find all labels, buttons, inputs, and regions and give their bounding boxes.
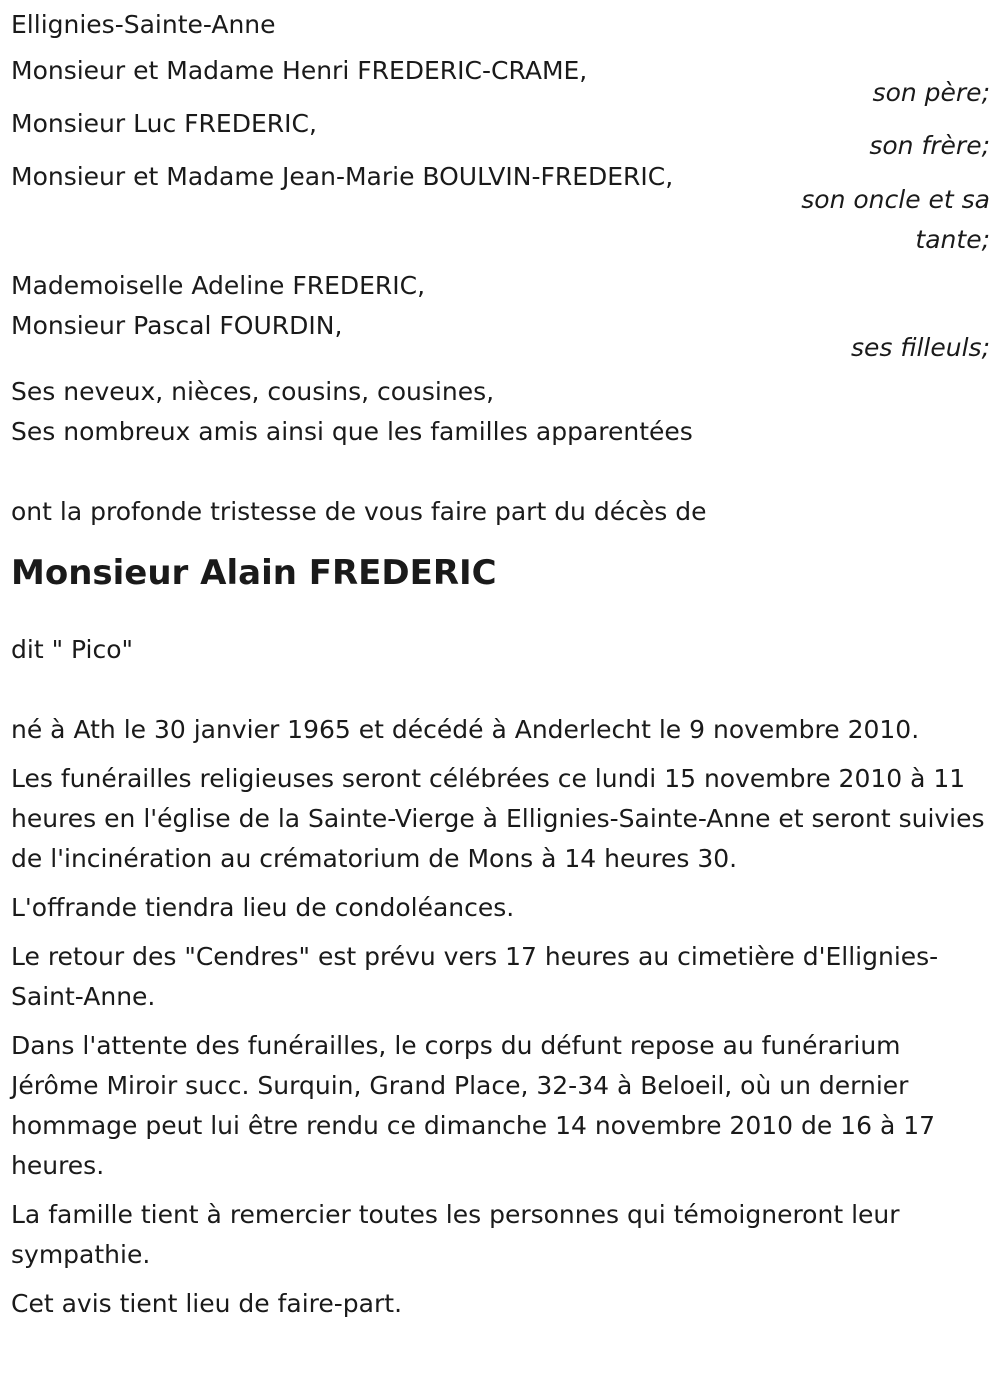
family-member-name: Monsieur et Madame Henri FREDERIC-CRAME, (11, 56, 588, 85)
deceased-nickname: dit " Pico" (11, 635, 134, 664)
family-member-name: Monsieur et Madame Jean-Marie BOULVIN-FREDERIC, (11, 162, 674, 191)
notice-paragraph: Cet avis tient lieu de faire-part. (11, 1289, 403, 1318)
family-relation: ses filleuls; (850, 333, 990, 362)
family-relation-continued: tante; (915, 225, 990, 254)
family-relation: son frère; (869, 131, 990, 160)
family-relation: son père; (872, 78, 990, 107)
family-member-name: Mademoiselle Adeline FREDERIC, (11, 271, 426, 300)
family-member-name: Monsieur Luc FREDERIC, (11, 109, 317, 138)
thanks-paragraph: La famille tient à remercier toutes les personnes qui témoigneront leur sympathie. (11, 1200, 900, 1269)
funeral-paragraph: Les funérailles religieuses seront célébrées ce lundi 15 novembre 2010 à 11 heures en l'église de la Sainte-Vierge à Ellignies-Sainte-Anne et seront suivies de l'incinération au crématorium de Mons à 14 heures 30. (11, 764, 985, 873)
family-relation: son oncle et sa (801, 185, 990, 214)
location: Ellignies-Sainte-Anne (11, 10, 276, 39)
family-entry-uncle-aunt (11, 157, 990, 260)
funerarium-paragraph: Dans l'attente des funérailles, le corps du défunt repose au funérarium Jérôme Miroir succ. Surquin, Grand Place, 32-34 à Beloeil, où un dernier hommage peut lui être rendu ce dimanche 14 novembre 2010 de 16 à 17 heures. (11, 1031, 936, 1180)
offering-paragraph: L'offrande tiendra lieu de condoléances. (11, 893, 515, 922)
family-entry-godchildren (11, 266, 990, 368)
announcement: ont la profonde tristesse de vous faire part du décès de (11, 497, 707, 526)
ashes-paragraph: Le retour des "Cendres" est prévu vers 17 heures au cimetière d'Ellignies-Saint-Anne. (11, 942, 939, 1011)
deceased-name: Monsieur Alain FREDERIC (11, 553, 497, 593)
others-line: Ses nombreux amis ainsi que les familles apparentées (11, 417, 693, 446)
death-notice (11, 5, 990, 1333)
others-line: Ses neveux, nièces, cousins, cousines, (11, 377, 495, 406)
family-member-name: Monsieur Pascal FOURDIN, (11, 311, 343, 340)
birth-death-paragraph: né à Ath le 30 janvier 1965 et décédé à Anderlecht le 9 novembre 2010. (11, 715, 920, 744)
